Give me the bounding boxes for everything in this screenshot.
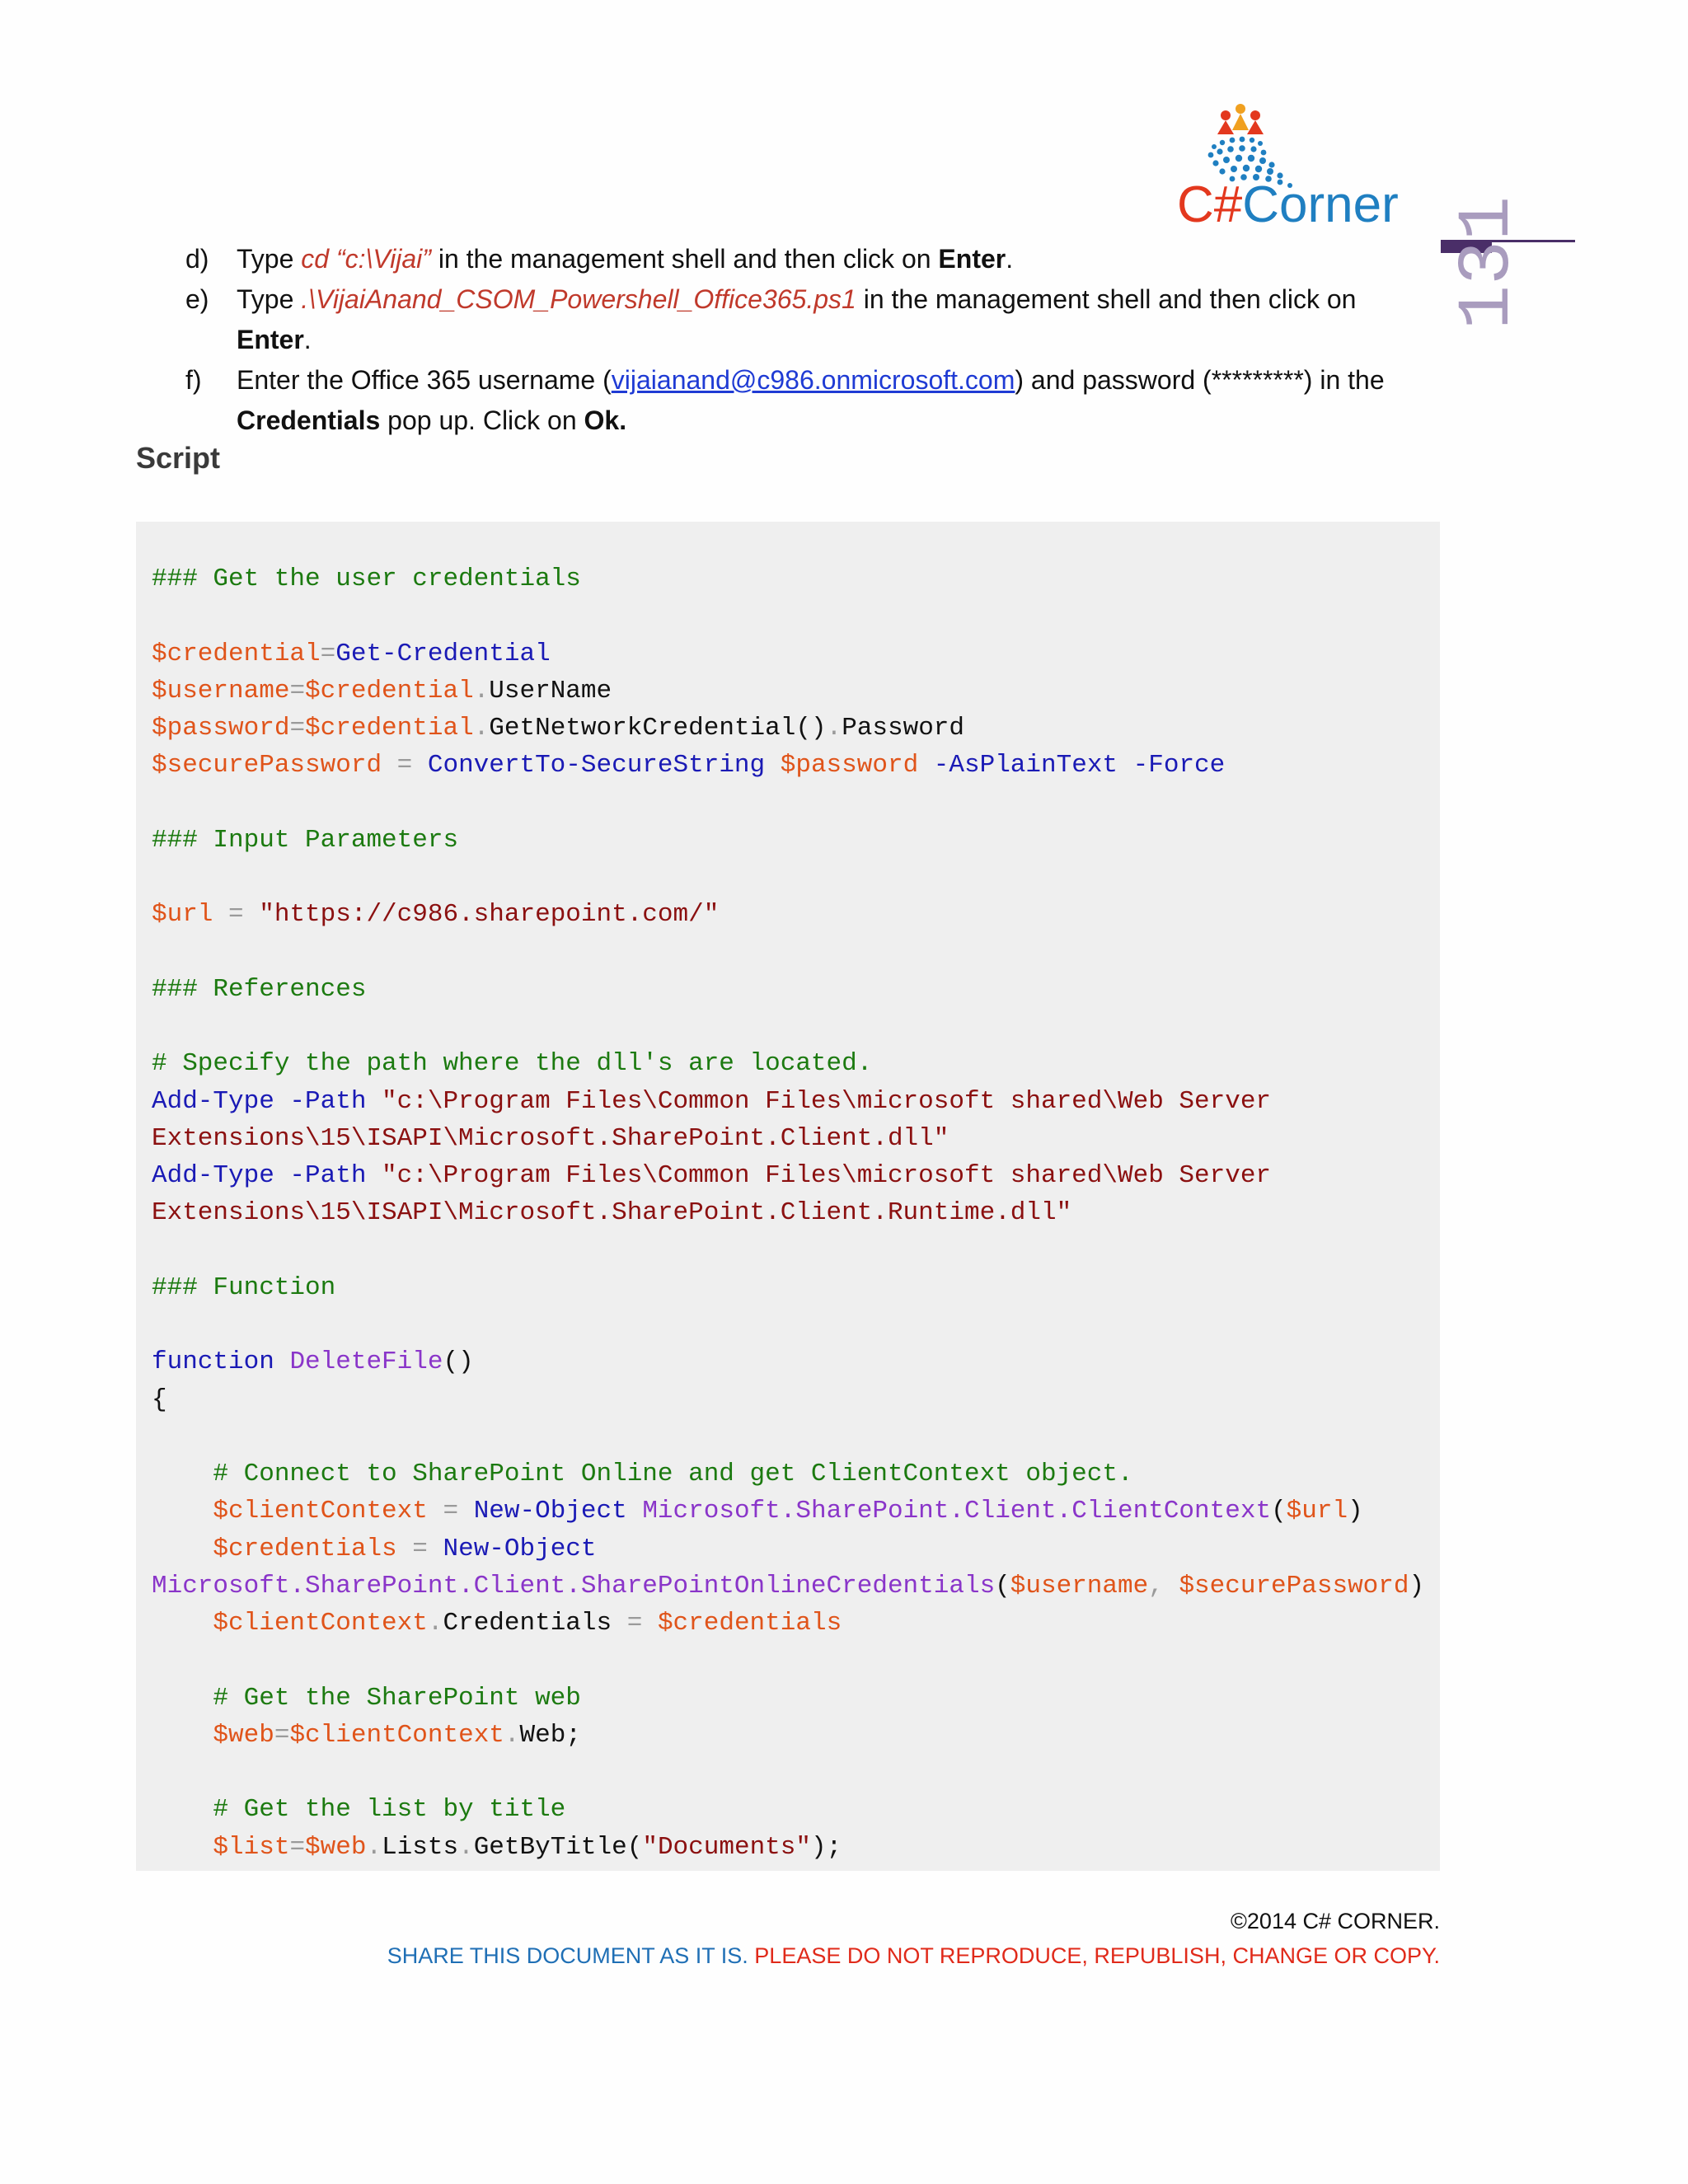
code-line xyxy=(152,1083,1440,1120)
step-emphasis: Enter xyxy=(237,325,304,354)
code-token: $clientContext xyxy=(213,1609,428,1638)
code-line xyxy=(152,1530,1440,1568)
code-token: = xyxy=(289,1832,306,1862)
code-token: $web xyxy=(213,1720,274,1750)
code-line xyxy=(152,598,1440,635)
code-token: $credentials xyxy=(213,1534,397,1563)
step-text: . xyxy=(303,325,312,354)
code-token: $url xyxy=(152,900,213,930)
footer-copyright: ©2014 C# CORNER. xyxy=(1231,1909,1440,1933)
logo-text-csharp: C# xyxy=(1177,176,1243,233)
code-line xyxy=(152,859,1440,896)
code-token: $list xyxy=(213,1832,290,1862)
code-line xyxy=(152,1791,1440,1828)
footer-warning: PLEASE DO NOT REPRODUCE, REPUBLISH, CHANGE OR COPY. xyxy=(748,1943,1440,1968)
code-token: Extensions\15\ISAPI\Microsoft.SharePoint.Client.Runtime.dll" xyxy=(152,1198,1072,1228)
code-token: $securePassword xyxy=(152,751,382,780)
code-line xyxy=(152,822,1440,859)
code-token xyxy=(152,1609,213,1638)
code-line xyxy=(152,747,1440,784)
code-line xyxy=(152,1680,1440,1717)
code-token: $username xyxy=(152,676,290,705)
code-token: $securePassword xyxy=(1179,1571,1409,1601)
code-line xyxy=(152,1642,1440,1679)
code-token: GetNetworkCredential() xyxy=(489,714,827,743)
code-token: "c:\Program Files\Common Files\microsoft shared\Web Server xyxy=(382,1086,1272,1116)
code-line xyxy=(152,1306,1440,1343)
code-token: = xyxy=(427,1497,474,1526)
code-line xyxy=(152,1829,1440,1866)
code-token: = xyxy=(396,1534,443,1563)
code-token xyxy=(152,1833,213,1862)
step-item xyxy=(185,239,1422,279)
step-text: Type xyxy=(237,284,302,314)
code-token: Add-Type -Path xyxy=(152,1086,382,1116)
step-text: in the management shell and then click on xyxy=(430,244,939,274)
code-line xyxy=(152,1343,1440,1380)
code-token: function xyxy=(152,1347,290,1377)
code-token: "https://c986.sharepoint.com/" xyxy=(259,900,720,930)
code-token: { xyxy=(152,1385,167,1414)
code-line xyxy=(152,710,1440,747)
code-token: -AsPlainText -Force xyxy=(933,751,1226,780)
code-line xyxy=(152,1455,1440,1493)
code-line xyxy=(152,1269,1440,1306)
code-token: $password xyxy=(780,751,919,780)
code-token: New-Object xyxy=(473,1497,643,1526)
step-text: Type xyxy=(237,244,302,274)
code-token: = xyxy=(289,714,306,743)
code-token xyxy=(918,751,934,780)
code-token: = xyxy=(382,751,428,780)
code-token: = xyxy=(612,1609,658,1638)
page-number: 131 xyxy=(1447,195,1531,330)
code-line xyxy=(152,1194,1440,1231)
code-token: ConvertTo-SecureString xyxy=(427,751,766,780)
email-link[interactable]: vijaianand@c986.onmicrosoft.com xyxy=(611,365,1015,395)
code-token: $clientContext xyxy=(213,1497,428,1526)
code-token: "c:\Program Files\Common Files\microsoft shared\Web Server xyxy=(382,1161,1272,1190)
code-line xyxy=(152,1754,1440,1791)
code-token: Microsoft.SharePoint.Client.ClientContext xyxy=(642,1497,1272,1526)
code-token: = xyxy=(320,639,336,668)
step-command-text: .\VijaiAnand_CSOM_Powershell_Office365.ps1 xyxy=(301,284,856,314)
code-token: ) xyxy=(1348,1497,1363,1526)
step-text: . xyxy=(1006,244,1014,274)
code-line xyxy=(152,896,1440,933)
code-line xyxy=(152,1605,1440,1642)
code-block xyxy=(136,522,1440,1871)
step-label: f) xyxy=(185,365,202,395)
step-label: d) xyxy=(185,244,209,274)
code-token xyxy=(152,1721,213,1750)
code-token: Password xyxy=(842,714,965,743)
code-token: $credential xyxy=(305,676,474,705)
code-token: . xyxy=(504,1720,520,1750)
code-token: Microsoft.SharePoint.Client.SharePointOnlineCredentials xyxy=(152,1571,996,1601)
code-token: $credentials xyxy=(657,1609,842,1638)
code-line xyxy=(152,1418,1440,1455)
code-token: Get-Credential xyxy=(335,639,551,668)
step-text: ) and password (*********) in the xyxy=(1015,365,1385,395)
step-label: e) xyxy=(185,284,209,314)
code-token: Credentials xyxy=(443,1609,612,1638)
code-token: # Specify the path where the dll's are located. xyxy=(152,1049,873,1079)
code-token: . xyxy=(473,676,490,705)
code-token: ### References xyxy=(152,974,367,1004)
code-line xyxy=(152,1120,1440,1157)
logo-wordmark xyxy=(1177,176,1399,233)
code-token: , xyxy=(1148,1571,1179,1601)
code-line xyxy=(152,1045,1440,1082)
code-token: = xyxy=(289,676,306,705)
code-token: $credential xyxy=(152,639,321,668)
step-item xyxy=(185,360,1422,441)
code-line xyxy=(152,560,1440,598)
code-line xyxy=(152,1157,1440,1194)
code-token: $username xyxy=(1010,1571,1149,1601)
code-token: Web; xyxy=(519,1720,581,1750)
code-token: ); xyxy=(810,1832,842,1862)
step-emphasis: Ok. xyxy=(584,405,627,435)
code-token xyxy=(765,751,781,780)
code-token: = xyxy=(274,1720,290,1750)
code-line xyxy=(152,1008,1440,1045)
code-token: $web xyxy=(305,1832,367,1862)
code-token: . xyxy=(458,1832,474,1862)
step-text: Enter the Office 365 username ( xyxy=(237,365,612,395)
instruction-steps xyxy=(185,239,1422,441)
step-emphasis: Credentials xyxy=(237,405,381,435)
code-line xyxy=(152,1717,1440,1754)
section-heading-script: Script xyxy=(136,441,221,475)
code-token xyxy=(152,1535,213,1563)
code-token: ### Input Parameters xyxy=(152,825,459,855)
code-line xyxy=(152,1381,1440,1418)
code-line xyxy=(152,1493,1440,1530)
code-token: GetByTitle( xyxy=(473,1832,643,1862)
code-line xyxy=(152,1232,1440,1269)
code-line xyxy=(152,673,1440,710)
code-token: DeleteFile xyxy=(289,1347,443,1377)
code-token: . xyxy=(473,714,490,743)
code-token: Extensions\15\ISAPI\Microsoft.SharePoint.Client.dll" xyxy=(152,1123,950,1153)
code-token: () xyxy=(443,1347,474,1377)
logo-text-corner: Corner xyxy=(1242,176,1399,233)
code-token: UserName xyxy=(489,676,612,705)
code-line xyxy=(152,785,1440,822)
step-text: pop up. Click on xyxy=(380,405,584,435)
step-emphasis: Enter xyxy=(938,244,1006,274)
code-token: # Connect to SharePoint Online and get ClientContext object. xyxy=(152,1460,1133,1488)
code-token: ### Function xyxy=(152,1272,336,1302)
step-text: in the management shell and then click on xyxy=(856,284,1357,314)
code-line xyxy=(152,1568,1440,1605)
code-token: ) xyxy=(1409,1571,1425,1601)
code-line xyxy=(152,971,1440,1008)
code-token: Add-Type -Path xyxy=(152,1161,382,1190)
step-command-text: cd “c:\Vijai” xyxy=(301,244,431,274)
code-token: $url xyxy=(1286,1497,1348,1526)
code-token: ( xyxy=(1271,1497,1287,1526)
code-token: ### Get the user credentials xyxy=(152,565,581,593)
code-token: $password xyxy=(152,714,290,743)
code-token: "Documents" xyxy=(642,1832,811,1862)
code-token: . xyxy=(366,1832,382,1862)
code-token: # Get the SharePoint web xyxy=(152,1683,581,1713)
code-token: # Get the list by title xyxy=(152,1795,566,1825)
code-token: $clientContext xyxy=(289,1720,504,1750)
step-item xyxy=(185,279,1422,360)
code-token: = xyxy=(213,900,260,930)
code-token: . xyxy=(826,714,842,743)
code-line xyxy=(152,934,1440,971)
code-token: $credential xyxy=(305,714,474,743)
code-token: New-Object xyxy=(443,1534,597,1563)
code-token: ( xyxy=(995,1571,1010,1601)
code-token: . xyxy=(427,1609,443,1638)
code-token: Lists xyxy=(382,1832,459,1862)
footer-share-notice: SHARE THIS DOCUMENT AS IT IS. xyxy=(387,1943,748,1968)
code-line xyxy=(152,635,1440,673)
footer-notice xyxy=(387,1943,1440,1969)
code-token xyxy=(152,1497,213,1526)
